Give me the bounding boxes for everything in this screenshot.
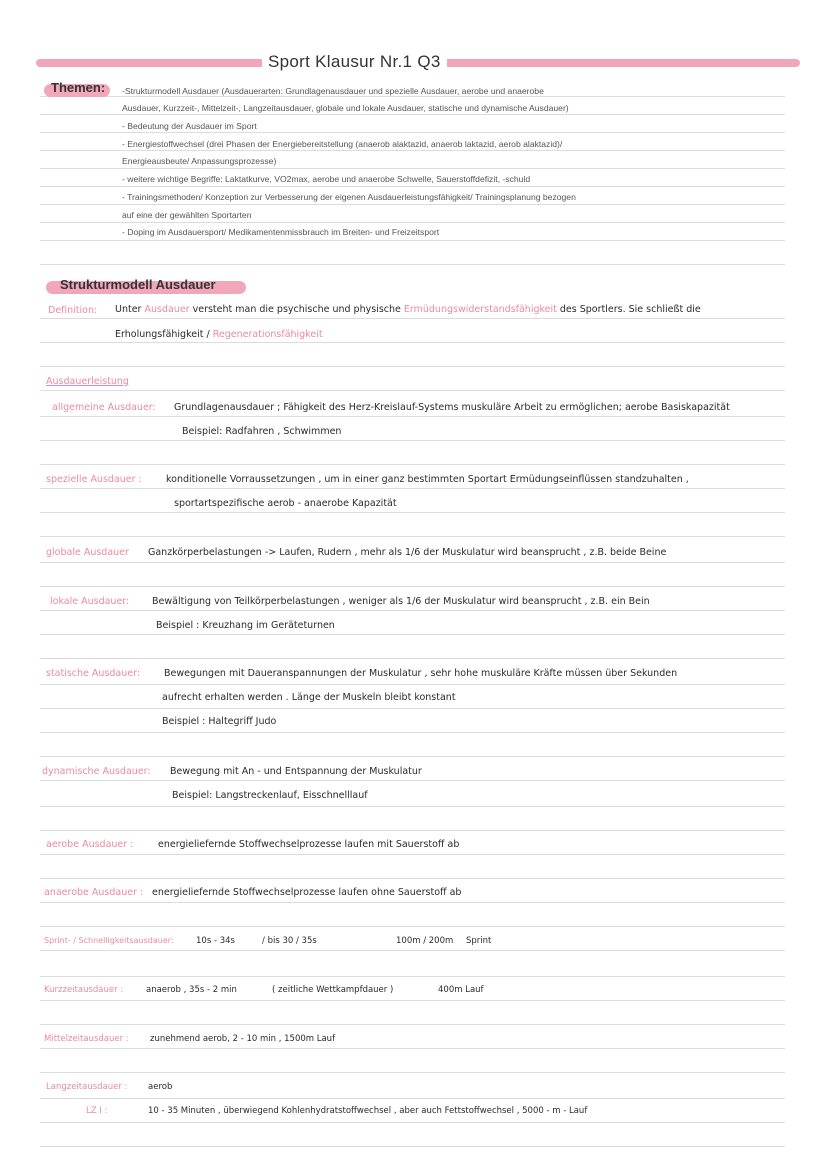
topic-line: Energieausbeute/ Anpassungsprozesse) — [122, 156, 277, 166]
allgemeine-text: Grundlagenausdauer ; Fähigkeit des Herz-Kreislauf-Systems muskuläre Arbeit zu ermöglichen; aerobe Basiskapazität — [174, 402, 730, 413]
kurzzeit-label: Kurzzeitausdauer : — [44, 985, 124, 995]
aerobe-label: aerobe Ausdauer : — [46, 839, 134, 850]
page-title: Sport Klausur Nr.1 Q3 — [262, 52, 447, 72]
dynamische-text: Bewegung mit An - und Entspannung der Muskulatur — [170, 766, 422, 777]
sprint-time-2: / bis 30 / 35s — [262, 936, 317, 946]
definition-text-2: Erholungsfähigkeit / Regenerationsfähigkeit — [115, 329, 323, 340]
sprint-type: Sprint — [466, 936, 492, 946]
topic-line: Ausdauer, Kurzzeit-, Mittelzeit-, Langzeitausdauer, globale und lokale Ausdauer, statische und dynamische Ausdauer) — [122, 103, 569, 113]
sprint-distance: 100m / 200m — [396, 936, 454, 946]
anaerobe-text: energieliefernde Stoffwechselprozesse laufen ohne Sauerstoff ab — [152, 887, 462, 898]
topic-line: - Trainingsmethoden/ Konzeption zur Verbesserung der eigenen Ausdauerleistungsfähigkeit/ Trainingsplanung bezogen — [122, 192, 576, 202]
term-ermuedung: Ermüdungswiderstandsfähigkeit — [403, 304, 557, 315]
spezielle-text: konditionelle Vorraussetzungen , um in einer ganz bestimmten Sportart Ermüdungseinflüssen standzuhalten , — [166, 474, 689, 485]
globale-label: globale Ausdauer — [46, 547, 129, 558]
dynamische-label: dynamische Ausdauer: — [42, 766, 151, 777]
sprint-label: Sprint- / Schnelligkeitsausdauer: — [44, 936, 174, 945]
kurzzeit-distance: 400m Lauf — [438, 985, 484, 995]
lokale-label: lokale Ausdauer: — [50, 596, 130, 607]
section-title: Strukturmodell Ausdauer — [60, 277, 216, 292]
lokale-text: Bewältigung von Teilkörperbelastungen , weniger als 1/6 der Muskulatur wird beansprucht , z.B. ein Bein — [152, 596, 650, 607]
spezielle-text-2: sportartspezifische aerob - anaerobe Kapazität — [174, 498, 397, 509]
definition-label: Definition: — [48, 305, 98, 316]
spezielle-label: spezielle Ausdauer : — [46, 474, 142, 485]
aerobe-text: energieliefernde Stoffwechselprozesse laufen mit Sauerstoff ab — [158, 839, 460, 850]
globale-text: Ganzkörperbelastungen -> Laufen, Rudern , mehr als 1/6 der Muskulatur wird beansprucht , z.B. beide Beine — [148, 547, 667, 558]
mittelzeit-label: Mittelzeitausdauer : — [44, 1034, 129, 1044]
anaerobe-label: anaerobe Ausdauer : — [44, 887, 144, 898]
term-ausdauer: Ausdauer — [144, 304, 190, 315]
statische-label: statische Ausdauer: — [46, 668, 141, 679]
term-regeneration: Regenerationsfähigkeit — [212, 329, 323, 340]
ausdauerleistung-heading: Ausdauerleistung — [46, 376, 129, 387]
topic-line: - Doping im Ausdauersport/ Medikamentenmissbrauch im Breiten- und Freizeitsport — [122, 227, 440, 237]
statische-text-2: aufrecht erhalten werden . Länge der Muskeln bleibt konstant — [162, 692, 456, 703]
dynamische-example: Beispiel: Langstreckenlauf, Eisschnelllauf — [172, 790, 368, 801]
topic-line: - Energiestoffwechsel (drei Phasen der Energiebereitstellung (anaerob alaktazid, anaerob laktazid, aerob alaktazid)/ — [122, 139, 563, 149]
themen-label: Themen: — [51, 80, 106, 95]
statische-example: Beispiel : Haltegriff Judo — [162, 716, 277, 727]
kurzzeit-text: anaerob , 35s - 2 min — [146, 985, 237, 995]
statische-text: Bewegungen mit Daueranspannungen der Muskulatur , sehr hohe muskuläre Kräfte müssen über Sekunden — [164, 668, 678, 679]
definition-text: Unter Ausdauer versteht man die psychische und physische Ermüdungswiderstandsfähigkeit des Sportlers. Sie schließt die — [115, 304, 701, 315]
topic-line: -Strukturmodell Ausdauer (Ausdauerarten: Grundlagenausdauer und spezielle Ausdauer, aerobe und anaerobe — [122, 86, 544, 96]
lz1-label: LZ I : — [86, 1106, 108, 1116]
sprint-time: 10s - 34s — [196, 936, 235, 946]
topic-line: - Bedeutung der Ausdauer im Sport — [122, 121, 257, 131]
mittelzeit-text: zunehmend aerob, 2 - 10 min , 1500m Lauf — [150, 1034, 336, 1044]
lz1-text: 10 - 35 Minuten , überwiegend Kohlenhydratstoffwechsel , aber auch Fettstoffwechsel , 5000 - m - Lauf — [148, 1106, 588, 1116]
allgemeine-label: allgemeine Ausdauer: — [52, 402, 156, 413]
langzeit-text: aerob — [148, 1082, 173, 1092]
langzeit-label: Langzeitausdauer : — [46, 1082, 128, 1092]
topic-line: auf eine der gewählten Sportarten — [122, 210, 252, 220]
lokale-example: Beispiel : Kreuzhang im Geräteturnen — [156, 620, 335, 631]
allgemeine-example: Beispiel: Radfahren , Schwimmen — [182, 426, 342, 437]
kurzzeit-text-2: ( zeitliche Wettkampfdauer ) — [272, 985, 394, 995]
topic-line: - weitere wichtige Begriffe: Laktatkurve, VO2max, aerobe und anaerobe Schwelle, Sauerstoffdefizit, -schuld — [122, 174, 531, 184]
